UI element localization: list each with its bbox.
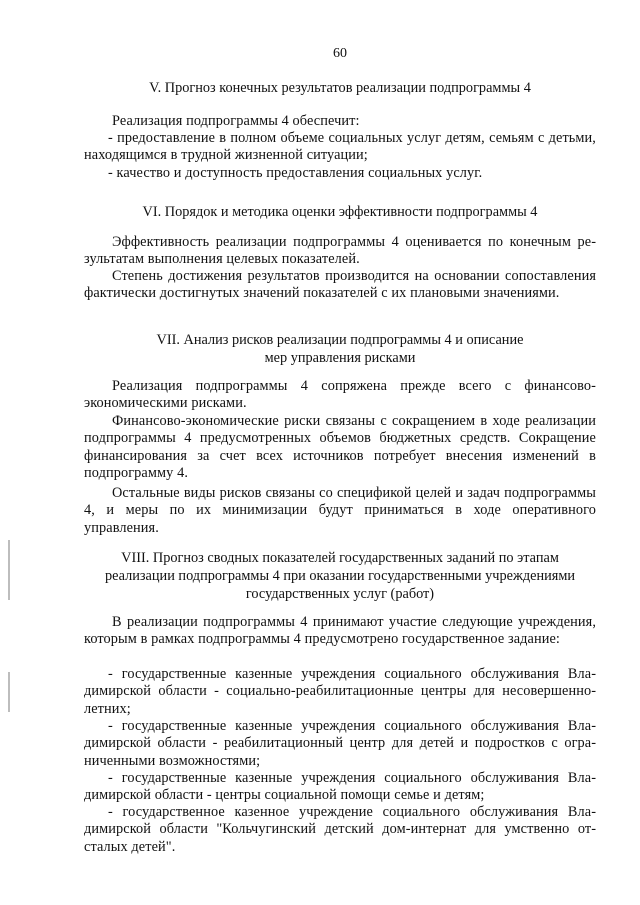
section-8-list-item-3: - государственные казенные учреждения социального обслуживания Владимирской области - центры социальной помощи семье и детям; <box>84 770 596 804</box>
section-7-heading-line-2: мер управления рисками <box>264 350 416 366</box>
section-8-list-item-4: - государственное казенное учреждение социального обслуживания Владимирской области "Кольчугинский детский дом-интернат для умственно отсталых детей". <box>84 804 596 855</box>
section-8-paragraph-1: В реализации подпрограммы 4 принимают участие следующие учреждения, которым в рамках подпрограммы 4 предусмотрено государственное задание: <box>84 614 596 648</box>
section-8-list-item-2: - государственные казенные учреждения социального обслуживания Владимирской области - реабилитационный центр для детей и подростков с ограниченными возможностями; <box>84 718 596 769</box>
section-7-paragraph-1: Реализация подпрограммы 4 сопряжена прежде всего с финансово-экономическими рисками. <box>84 378 596 412</box>
section-8-list-item-1: - государственные казенные учреждения социального обслуживания Владимирской области - социально-реабилитационные центры для несовершеннолетних; <box>84 666 596 717</box>
section-5-paragraph-1: Реализация подпрограммы 4 обеспечит: <box>112 113 360 129</box>
section-8-heading-line-2: реализации подпрограммы 4 при оказании государственными учреждениями <box>104 568 576 584</box>
section-6-heading: VI. Порядок и методика оценки эффективности подпрограммы 4 <box>142 204 538 220</box>
section-5-heading: V. Прогноз конечных результатов реализации подпрограммы 4 <box>149 80 531 96</box>
section-5-list-item-2: - качество и доступность предоставления социальных услуг. <box>108 165 483 181</box>
page-number: 60 <box>333 46 347 61</box>
section-8-heading-line-3: государственных услуг (работ) <box>245 586 435 602</box>
section-6-paragraph-2: Степень достижения результатов производится на основании сопоставления фактически достигнутых значений показателей с их плановыми значениями. <box>84 268 596 302</box>
section-7-heading-line-1: VII. Анализ рисков реализации подпрограммы 4 и описание <box>156 332 524 348</box>
section-8-heading-line-1: VIII. Прогноз сводных показателей государственных заданий по этапам <box>121 550 559 566</box>
section-7-paragraph-2: Финансово-экономические риски связаны с сокращением в ходе реализации подпрограммы 4 предусмотренных объемов бюджетных средств. Сокращение финансирования за счет всех источников потребует внесения изменений в подпрограмму 4. <box>84 413 596 481</box>
section-5-list-item-1: - предоставление в полном объеме социальных услуг детям, семьям с детьми, находящимся в трудной жизненной ситуации; <box>84 130 596 164</box>
scan-margin-mark <box>8 672 10 712</box>
scan-margin-mark <box>8 540 10 600</box>
section-6-paragraph-1: Эффективность реализации подпрограммы 4 оценивается по конечным результатам выполнения целевых показателей. <box>84 234 596 268</box>
section-7-paragraph-3: Остальные виды рисков связаны со спецификой целей и задач подпрограммы 4, и меры по их минимизации будут приниматься в ходе оперативного управления. <box>84 485 596 536</box>
